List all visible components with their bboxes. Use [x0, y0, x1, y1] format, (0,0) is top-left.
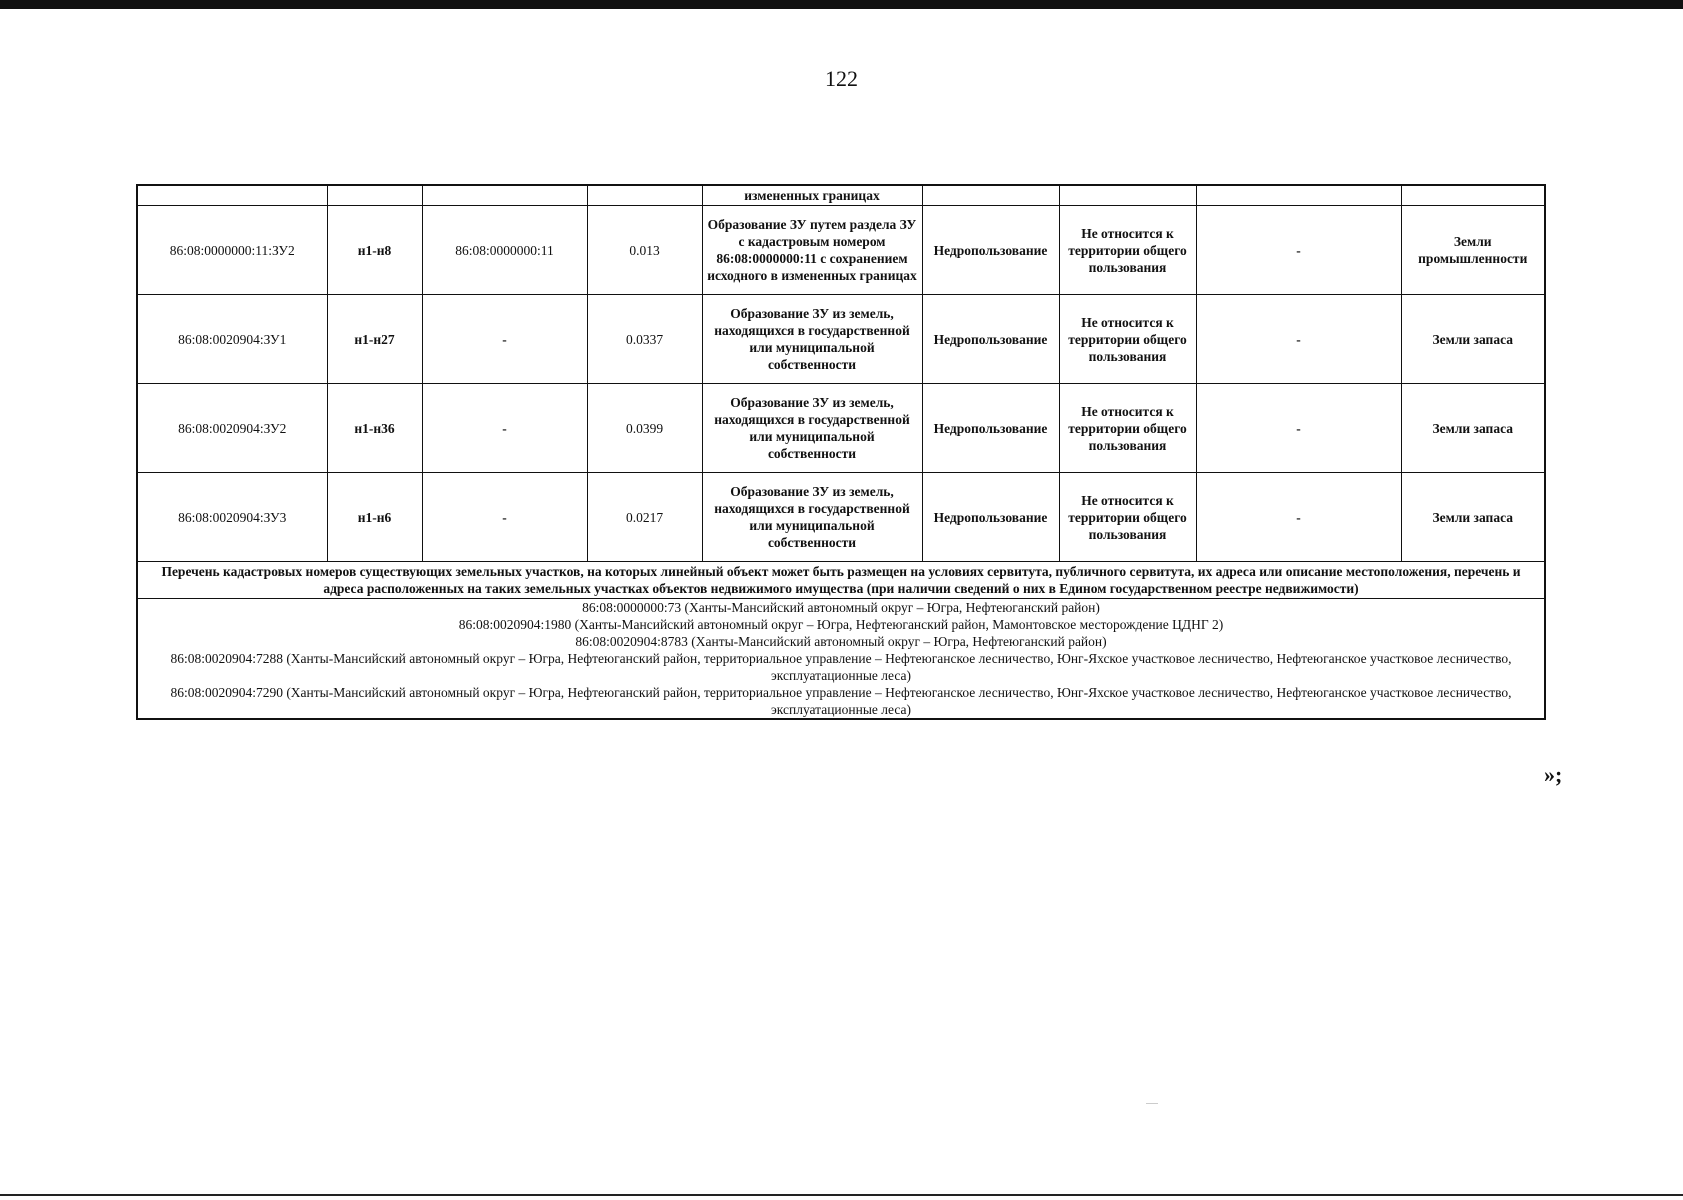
existing-parcels-caption: Перечень кадастровых номеров существующих земельных участков, на которых линейный объект может быть размещен на условиях сервитута, публичного сервитута, их адреса или описание местоположения, перечень и адреса расположенных на таких земельных участках объектов недвижимого имущества (при наличии сведений о них в Едином государственном реестре недвижимости)	[137, 562, 1545, 599]
note-cell: -	[1196, 473, 1401, 562]
table-row	[137, 473, 1545, 562]
scan-artifact	[1146, 1103, 1158, 1104]
top-border-bar	[0, 0, 1683, 9]
note-cell: -	[1196, 384, 1401, 473]
table-row	[137, 384, 1545, 473]
table-cell	[327, 185, 422, 206]
formation-method-cell: Образование ЗУ из земель, находящихся в государственной или муниципальной собственности	[702, 473, 922, 562]
table-cell	[1059, 185, 1196, 206]
land-category-cell: Земли запаса	[1401, 473, 1545, 562]
formation-method-cell: Образование ЗУ из земель, находящихся в государственной или муниципальной собственности	[702, 295, 922, 384]
cadastral-number-cell: 86:08:0020904:ЗУ3	[137, 473, 327, 562]
source-parcel-cell: -	[422, 473, 587, 562]
table-cell	[1401, 185, 1545, 206]
note-cell: -	[1196, 295, 1401, 384]
table-row-continuation	[137, 185, 1545, 206]
note-cell: -	[1196, 206, 1401, 295]
formation-method-cell: Образование ЗУ путем раздела ЗУ с кадастровым номером 86:08:0000000:11 с сохранением исходного в измененных границах	[702, 206, 922, 295]
public-territory-cell: Не относится к территории общего пользования	[1059, 384, 1196, 473]
existing-parcels-row	[137, 599, 1545, 720]
cadastral-number-cell: 86:08:0000000:11:ЗУ2	[137, 206, 327, 295]
points-cell: н1-н6	[327, 473, 422, 562]
points-cell: н1-н27	[327, 295, 422, 384]
table-cell	[137, 185, 327, 206]
table-cell	[1196, 185, 1401, 206]
land-category-cell: Земли запаса	[1401, 384, 1545, 473]
table-caption-row	[137, 562, 1545, 599]
points-cell: н1-н8	[327, 206, 422, 295]
public-territory-cell: Не относится к территории общего пользования	[1059, 206, 1196, 295]
table-cell	[422, 185, 587, 206]
points-cell: н1-н36	[327, 384, 422, 473]
cadastral-number-cell: 86:08:0020904:ЗУ2	[137, 384, 327, 473]
bottom-border-line	[0, 1194, 1683, 1196]
area-cell: 0.013	[587, 206, 702, 295]
table-cell: измененных границах	[702, 185, 922, 206]
source-parcel-cell: -	[422, 384, 587, 473]
table-row	[137, 206, 1545, 295]
public-territory-cell: Не относится к территории общего пользования	[1059, 295, 1196, 384]
area-cell: 0.0399	[587, 384, 702, 473]
source-parcel-cell: 86:08:0000000:11	[422, 206, 587, 295]
source-parcel-cell: -	[422, 295, 587, 384]
existing-parcel-item: 86:08:0020904:1980 (Ханты-Мансийский автономный округ – Югра, Нефтеюганский район, Мамонтовское месторождение ЦДНГ 2)	[458, 617, 1224, 632]
permitted-use-cell: Недропользование	[922, 206, 1059, 295]
table-row	[137, 295, 1545, 384]
existing-parcel-item: 86:08:0000000:73 (Ханты-Мансийский автономный округ – Югра, Нефтеюганский район)	[582, 600, 1100, 615]
cadastral-number-cell: 86:08:0020904:ЗУ1	[137, 295, 327, 384]
permitted-use-cell: Недропользование	[922, 473, 1059, 562]
closing-quote-mark: »;	[1544, 762, 1563, 787]
table-cell	[587, 185, 702, 206]
existing-parcel-item: 86:08:0020904:8783 (Ханты-Мансийский автономный округ – Югра, Нефтеюганский район)	[575, 634, 1107, 649]
public-territory-cell: Не относится к территории общего пользования	[1059, 473, 1196, 562]
parcels-table	[136, 184, 1546, 720]
formation-method-cell: Образование ЗУ из земель, находящихся в государственной или муниципальной собственности	[702, 384, 922, 473]
permitted-use-cell: Недропользование	[922, 384, 1059, 473]
table-cell	[922, 185, 1059, 206]
existing-parcel-item: 86:08:0020904:7288 (Ханты-Мансийский автономный округ – Югра, Нефтеюганский район, территориальное управление – Нефтеюганское лесничество, Юнг-Яхское участковое лесничество, Нефтеюганское участковое лесничество, эксплуатационные леса)	[170, 651, 1512, 683]
existing-parcel-item: 86:08:0020904:7290 (Ханты-Мансийский автономный округ – Югра, Нефтеюганский район, территориальное управление – Нефтеюганское лесничество, Юнг-Яхское участковое лесничество, Нефтеюганское участковое лесничество, эксплуатационные леса)	[170, 685, 1512, 717]
land-category-cell: Земли промышленности	[1401, 206, 1545, 295]
permitted-use-cell: Недропользование	[922, 295, 1059, 384]
land-category-cell: Земли запаса	[1401, 295, 1545, 384]
area-cell: 0.0337	[587, 295, 702, 384]
area-cell: 0.0217	[587, 473, 702, 562]
existing-parcels-list	[137, 599, 1545, 720]
page-number: 122	[825, 66, 858, 91]
